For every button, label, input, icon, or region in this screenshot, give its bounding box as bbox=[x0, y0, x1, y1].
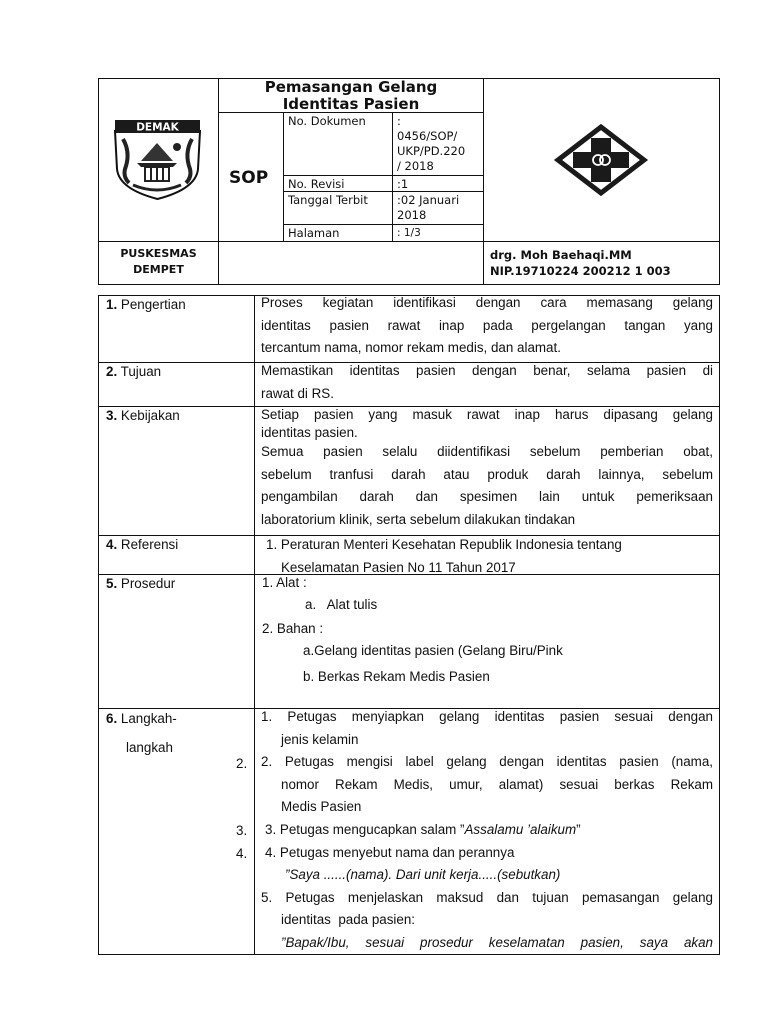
title-line-1: Pemasangan Gelang bbox=[264, 78, 438, 96]
section-label-pengertian: 1. Pengertian bbox=[106, 297, 186, 312]
step-line: 3. Petugas mengucapkan salam ”Assalamu ’alaikum” bbox=[265, 821, 581, 837]
field-label-no-revisi: No. Revisi bbox=[288, 177, 345, 191]
section-label-langkah-line2: langkah bbox=[126, 740, 173, 755]
section-content-kebijakan: Setiap pasien yang masuk rawat inap harus dipasang gelang identitas pasien. Semua pasien selalu diidentifikasi sebelum pemberian obat, sebelum tranfusi darah atau produk darah lainnya, sebelum pengambilan darah dan spesimen lain untuk pemeriksaan laboratorium klinik, serta sebelum dilakukan tindakan bbox=[261, 407, 713, 527]
prosedur-item-alat-tulis: a. Alat tulis bbox=[305, 597, 378, 612]
section-content-pengertian: Proses kegiatan identifikasi dengan cara memasang gelang identitas pasien rawat inap pada pergelangan tangan yang tercantum nama, nomor rekam medis, dan alamat. bbox=[261, 295, 713, 356]
margin-number: 3. bbox=[236, 823, 248, 838]
margin-number: 4. bbox=[236, 846, 248, 861]
step-line: identitas pada pasien: bbox=[281, 912, 416, 928]
prosedur-item-berkas: b. Berkas Rekam Medis Pasien bbox=[303, 669, 490, 684]
prosedur-item-gelang: a.Gelang identitas pasien (Gelang Biru/Pink bbox=[303, 643, 563, 658]
field-value-no-revisi: :1 bbox=[397, 177, 409, 191]
prosedur-item-alat: 1. Alat : bbox=[262, 575, 307, 590]
step-line: nomor Rekam Medis, umur, alamat) sesuai berkas Rekam bbox=[281, 776, 713, 792]
section-content-langkah bbox=[261, 706, 713, 955]
step-line: Medis Pasien bbox=[281, 799, 362, 815]
step-line: 4. Petugas menyebut nama dan perannya bbox=[265, 844, 515, 860]
document-title bbox=[219, 79, 483, 113]
step-line: jenis kelamin bbox=[281, 731, 359, 747]
svg-text:DEMAK: DEMAK bbox=[136, 121, 179, 134]
step-line: 2. Petugas mengisi label gelang dengan identitas pasien (nama, bbox=[261, 754, 713, 770]
section-content-referensi: 1. Peraturan Menteri Kesehatan Republik Indonesia tentang Keselamatan Pasien No 11 Tahun 2017 bbox=[266, 537, 622, 575]
section-label-kebijakan: 3. Kebijakan bbox=[106, 408, 180, 423]
demak-emblem-logo bbox=[111, 117, 204, 201]
field-label-halaman: Halaman bbox=[288, 226, 340, 240]
title-line-2: Identitas Pasien bbox=[282, 95, 420, 113]
step-line: ”Saya ......(nama). Dari unit kerja.....(sebutkan) bbox=[285, 867, 561, 883]
field-label-tanggal-terbit: Tanggal Terbit bbox=[288, 193, 368, 207]
field-value-tanggal-terbit: :02 Januari 2018 bbox=[397, 193, 460, 222]
section-label-referensi: 4. Referensi bbox=[106, 537, 179, 552]
step-line: 1. Petugas menyiapkan gelang identitas pasien sesuai dengan bbox=[261, 709, 713, 724]
section-content-tujuan: Memastikan identitas pasien dengan benar, selama pasien di rawat di RS. bbox=[261, 363, 713, 401]
facility-name: PUSKESMAS DEMPET bbox=[120, 247, 197, 276]
signer-nip: NIP.19710224 200212 1 003 bbox=[490, 264, 671, 278]
step-line: 5. Petugas menjelaskan maksud dan tujuan pemasangan gelang bbox=[261, 889, 713, 905]
field-value-no-dokumen: : 0456/SOP/ UKP/PD.220 / 2018 bbox=[397, 114, 466, 173]
signer-block bbox=[490, 247, 671, 279]
section-label-langkah: 6. Langkah- bbox=[106, 711, 177, 726]
signer-name: drg. Moh Baehaqi.MM bbox=[490, 248, 632, 262]
field-label-no-dokumen: No. Dokumen bbox=[288, 114, 366, 128]
step-line: ”Bapak/Ibu, sesuai prosedur keselamatan pasien, saya akan bbox=[281, 934, 713, 950]
section-label-tujuan: 2. Tujuan bbox=[106, 364, 162, 379]
puskesmas-cross-logo bbox=[553, 124, 649, 196]
sop-label: SOP bbox=[229, 168, 269, 188]
field-value-halaman: : 1/3 bbox=[397, 227, 421, 239]
prosedur-item-bahan: 2. Bahan : bbox=[262, 621, 324, 636]
margin-number: 2. bbox=[236, 756, 248, 771]
section-label-prosedur: 5. Prosedur bbox=[106, 576, 176, 591]
